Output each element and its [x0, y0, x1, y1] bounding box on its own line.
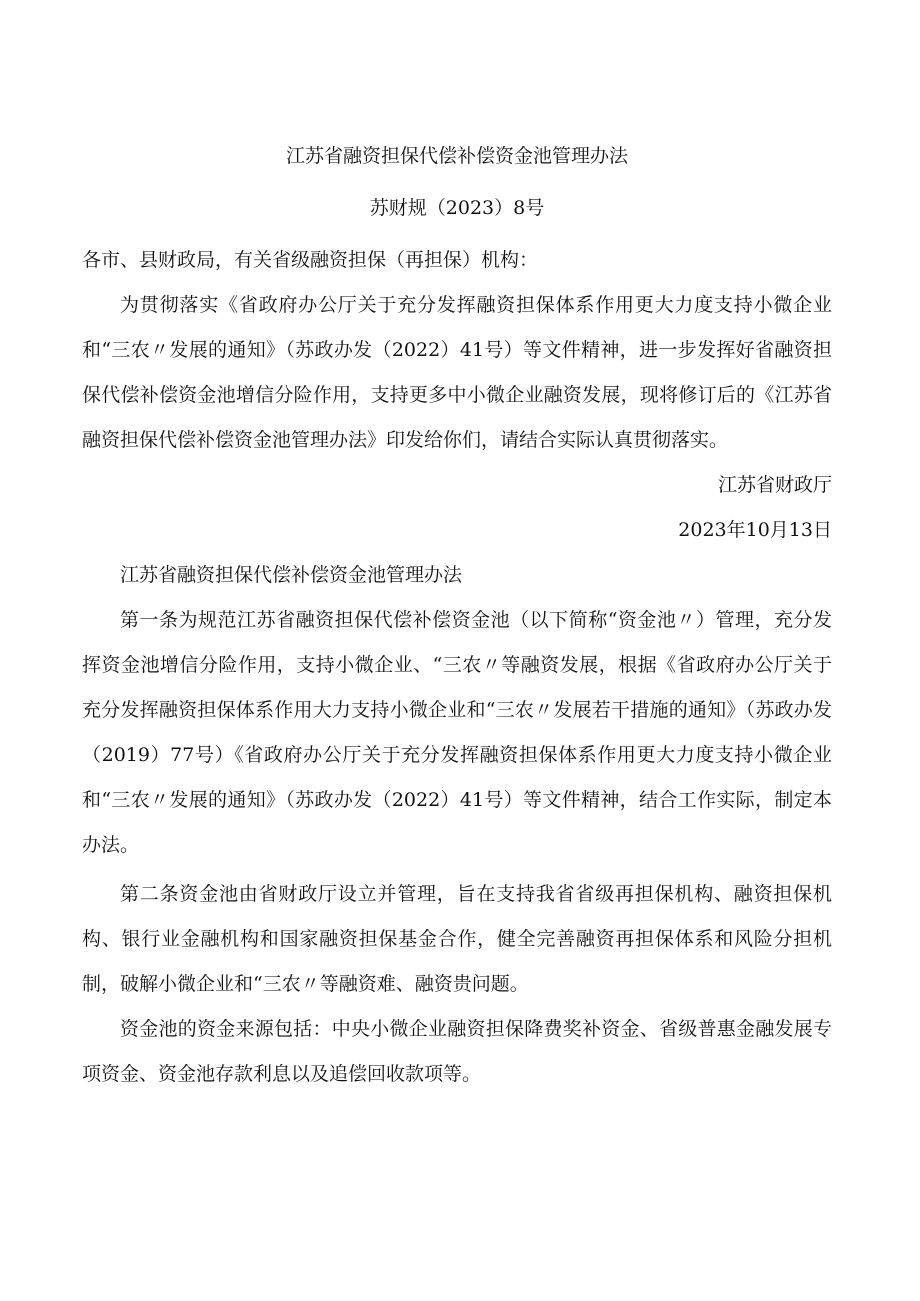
sub-title: 江苏省融资担保代偿补偿资金池管理办法 [120, 564, 463, 586]
funding-paragraph: 资金池的资金来源包括：中央小微企业融资担保降费奖补资金、省级普惠金融发展专项资金、资金池存款利息以及追偿回收款项等。 [82, 1018, 832, 1085]
document-page [82, 140, 832, 1097]
article-2: 第二条资金池由省财政厅设立并管理，旨在支持我省省级再担保机构、融资担保机构、银行业金融机构和国家融资担保基金合作，健全完善融资再担保体系和风险分担机制，破解小微企业和“三农〃等融资难、融资贵问题。 [82, 883, 832, 995]
issuer: 江苏省财政厅 [717, 474, 832, 496]
document-title: 江苏省融资担保代偿补偿资金池管理办法 [285, 145, 628, 167]
document-number: 苏财规（2023）8号 [369, 197, 545, 219]
salutation: 各市、县财政局，有关省级融资担保（再担保）机构： [82, 249, 539, 271]
issue-date: 2023年10月13日 [678, 519, 832, 541]
intro-paragraph: 为贯彻落实《省政府办公厅关于充分发挥融资担保体系作用更大力度支持小微企业和“三农〃发展的通知》（苏政办发（2022）41号）等文件精神，进一步发挥好省融资担保代偿补偿资金池增信分险作用，支持更多中小微企业融资发展，现将修订后的《江苏省融资担保代偿补偿资金池管理办法》印发给你们，请结合实际认真贯彻落实。 [82, 294, 832, 451]
article-1: 第一条为规范江苏省融资担保代偿补偿资金池（以下简称“资金池〃）管理，充分发挥资金池增信分险作用，支持小微企业、“三农〃等融资发展，根据《省政府办公厅关于充分发挥融资担保体系作用大力支持小微企业和“三农〃发展若干措施的通知》（苏政办发（2019）77号）《省政府办公厅关于充分发挥融资担保体系作用更大力度支持小微企业和“三农〃发展的通知》（苏政办发（2022）41号）等文件精神，结合工作实际，制定本办法。 [82, 609, 832, 856]
